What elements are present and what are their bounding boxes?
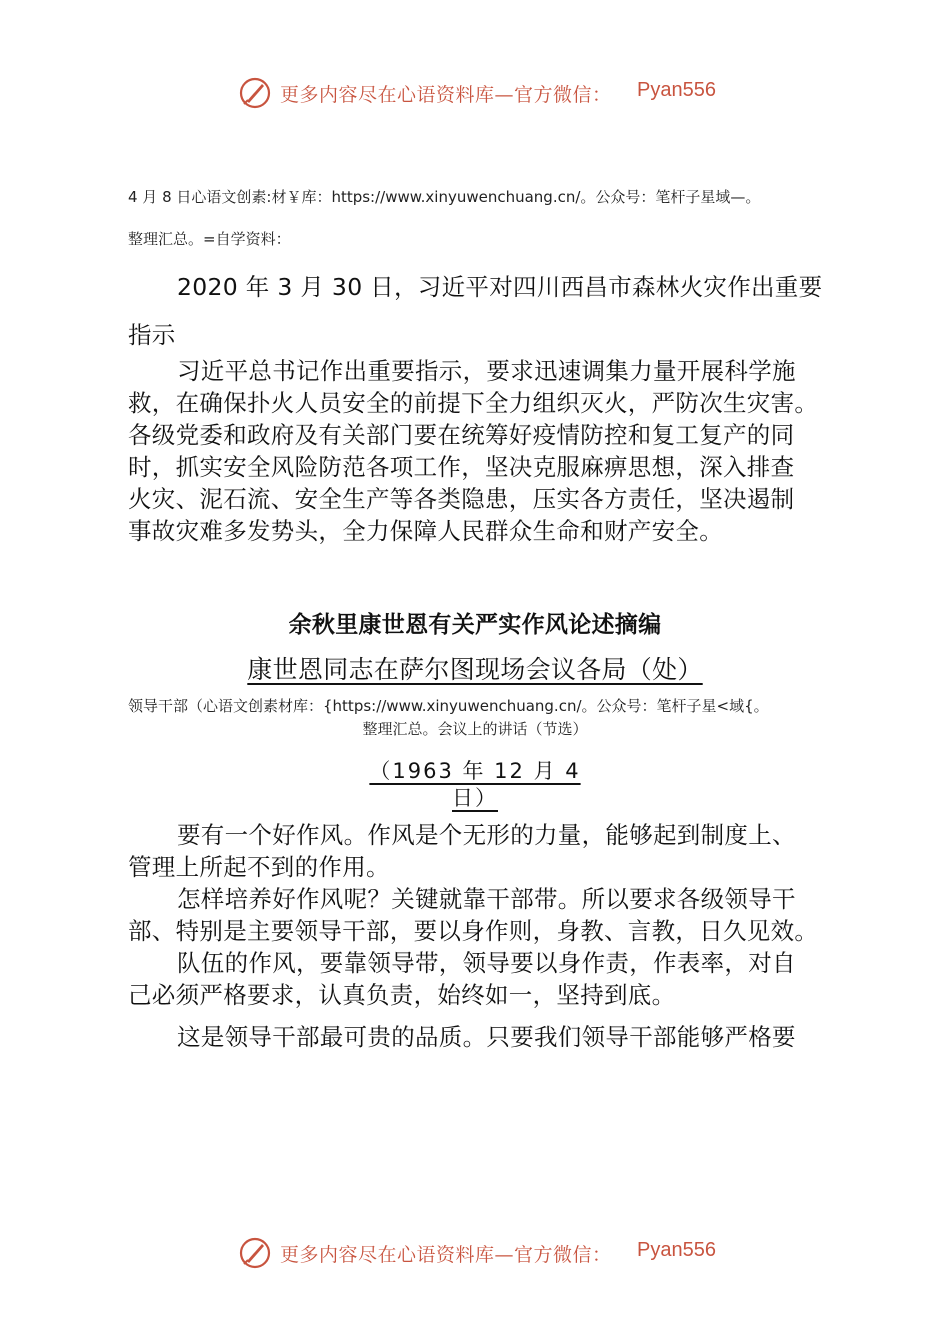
article2-body-line: 要有一个好作风。作风是个无形的力量，能够起到制度上、 [177, 821, 796, 849]
source-line-1: 4 月 8 日心语文创素:材￥库：https://www.xinyuwenchuang.cn/。公众号：笔杆子星域—。 [128, 188, 761, 206]
watermark-wechat-id: Pyan556 [637, 79, 716, 101]
article1-body-line: 事故灾难多发势头，全力保障人民群众生命和财产安全。 [128, 517, 723, 545]
article2-source-line-1: 领导干部（心语文创素材库：{https://www.xinyuwenchuang.cn/。公众号：笔杆子星<域{。 [128, 697, 769, 715]
quill-logo-icon [238, 1236, 272, 1270]
article2-body-line: 这是领导干部最可贵的品质。只要我们领导干部能够严格要 [177, 1023, 796, 1051]
watermark-bottom [0, 1234, 950, 1274]
article1-body-line: 时，抓实安全风险防范各项工作，坚决克服麻痹思想，深入排查 [128, 453, 795, 481]
article2-body-line: 管理上所起不到的作用。 [128, 853, 390, 881]
watermark-wechat-id: Pyan556 [637, 1239, 716, 1261]
watermark-text: 更多内容尽在心语资料库—官方微信： [280, 1244, 612, 1266]
watermark-text: 更多内容尽在心语资料库—官方微信： [280, 84, 612, 106]
article1-body-line: 火灾、泥石流、安全生产等各类隐患，压实各方责任，坚决遏制 [128, 485, 795, 513]
article1-body-line: 习近平总书记作出重要指示，要求迅速调集力量开展科学施 [177, 357, 796, 385]
article2-heading: 余秋里康世恩有关严实作风论述摘编 [288, 612, 662, 638]
article2-body-line: 怎样培养好作风呢？关键就靠干部带。所以要求各级领导干 [177, 885, 796, 913]
article1-title-line-2: 指示 [128, 321, 176, 349]
quill-logo-icon [238, 76, 272, 110]
source-line-2: 整理汇总。=自学资料： [128, 230, 291, 248]
article2-date-line-2: 日） [452, 786, 498, 810]
article1-title-line-1: 2020 年 3 月 30 日，习近平对四川西昌市森林火灾作出重要 [177, 273, 823, 301]
article2-body-line: 己必须严格要求，认真负责，始终如一，坚持到底。 [128, 981, 676, 1009]
article1-body-line: 救，在确保扑火人员安全的前提下全力组织灭火，严防次生灾害。 [128, 389, 819, 417]
article2-body-line: 队伍的作风，要靠领导带，领导要以身作责，作表率，对自 [177, 949, 796, 977]
watermark-top [0, 74, 950, 114]
article2-source-line-2: 整理汇总。会议上的讲话（节选） [362, 720, 588, 738]
article2-body-line: 部、特别是主要领导干部，要以身作则，身教、言教，日久见效。 [128, 917, 819, 945]
article1-body-line: 各级党委和政府及有关部门要在统筹好疫情防控和复工复产的同 [128, 421, 795, 449]
article2-subheading: 康世恩同志在萨尔图现场会议各局（处） [247, 655, 703, 684]
article2-date-line-1: （1963 年 12 月 4 [369, 759, 581, 783]
